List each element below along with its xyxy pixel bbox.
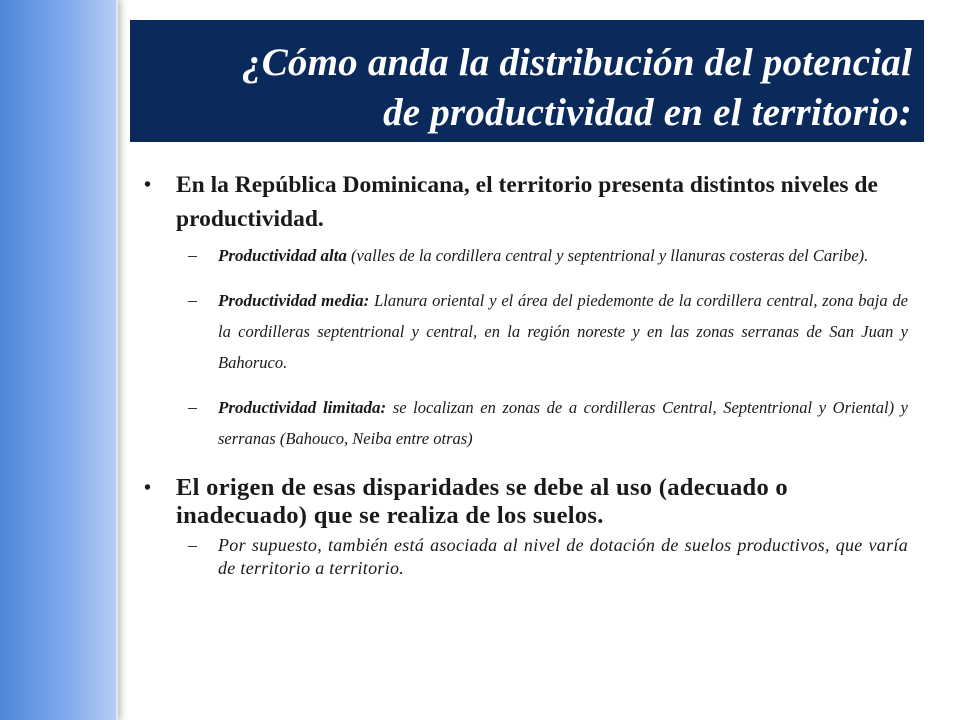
- sub-item-text: se localizan en zonas de a cordilleras Central, Septentrional y Oriental) y serranas (Bahouco, Neiba entre otras): [218, 398, 908, 448]
- sub-item-lead: Productividad limitada:: [218, 398, 387, 417]
- sub-item-text: Llanura oriental y el área del piedemonte de la cordillera central, zona baja de la cordilleras septentrional y central, en la región noreste y en las zonas serranas de San Juan y Bahoruco.: [218, 291, 908, 372]
- slide-body: [140, 168, 908, 579]
- sub-item-lead: Productividad alta: [218, 246, 347, 265]
- dash-marker: –: [188, 535, 198, 555]
- dash-marker: –: [188, 290, 197, 310]
- title-banner: [130, 20, 924, 142]
- bullet-item: [140, 168, 908, 236]
- slide-title-line-2: de productividad en el territorio:: [383, 91, 912, 134]
- dash-marker: –: [188, 245, 197, 265]
- bullet-item: [140, 474, 908, 530]
- sub-item: [140, 240, 908, 271]
- decorative-sidebar: [0, 0, 118, 720]
- sub-item-lead: Productividad media:: [218, 291, 370, 310]
- sub-item: [140, 285, 908, 378]
- bullet-marker: •: [144, 477, 152, 499]
- bullet-marker: •: [144, 174, 152, 196]
- sub-item: [140, 392, 908, 454]
- sub-item-text: Por supuesto, también está asociada al nivel de dotación de suelos productivos, que varía de territorio a territorio.: [218, 535, 908, 578]
- sub-item-text: (valles de la cordillera central y septentrional y llanuras costeras del Caribe).: [346, 246, 869, 265]
- slide-title-line-1: ¿Cómo anda la distribución del potencial: [242, 41, 912, 84]
- bullet-text: En la República Dominicana, el territorio presenta distintos niveles de productividad.: [176, 172, 878, 232]
- sub-item: [140, 534, 908, 579]
- bullet-text: El origen de esas disparidades se debe al uso (adecuado o inadecuado) que se realiza de los suelos.: [176, 474, 788, 529]
- dash-marker: –: [188, 397, 197, 417]
